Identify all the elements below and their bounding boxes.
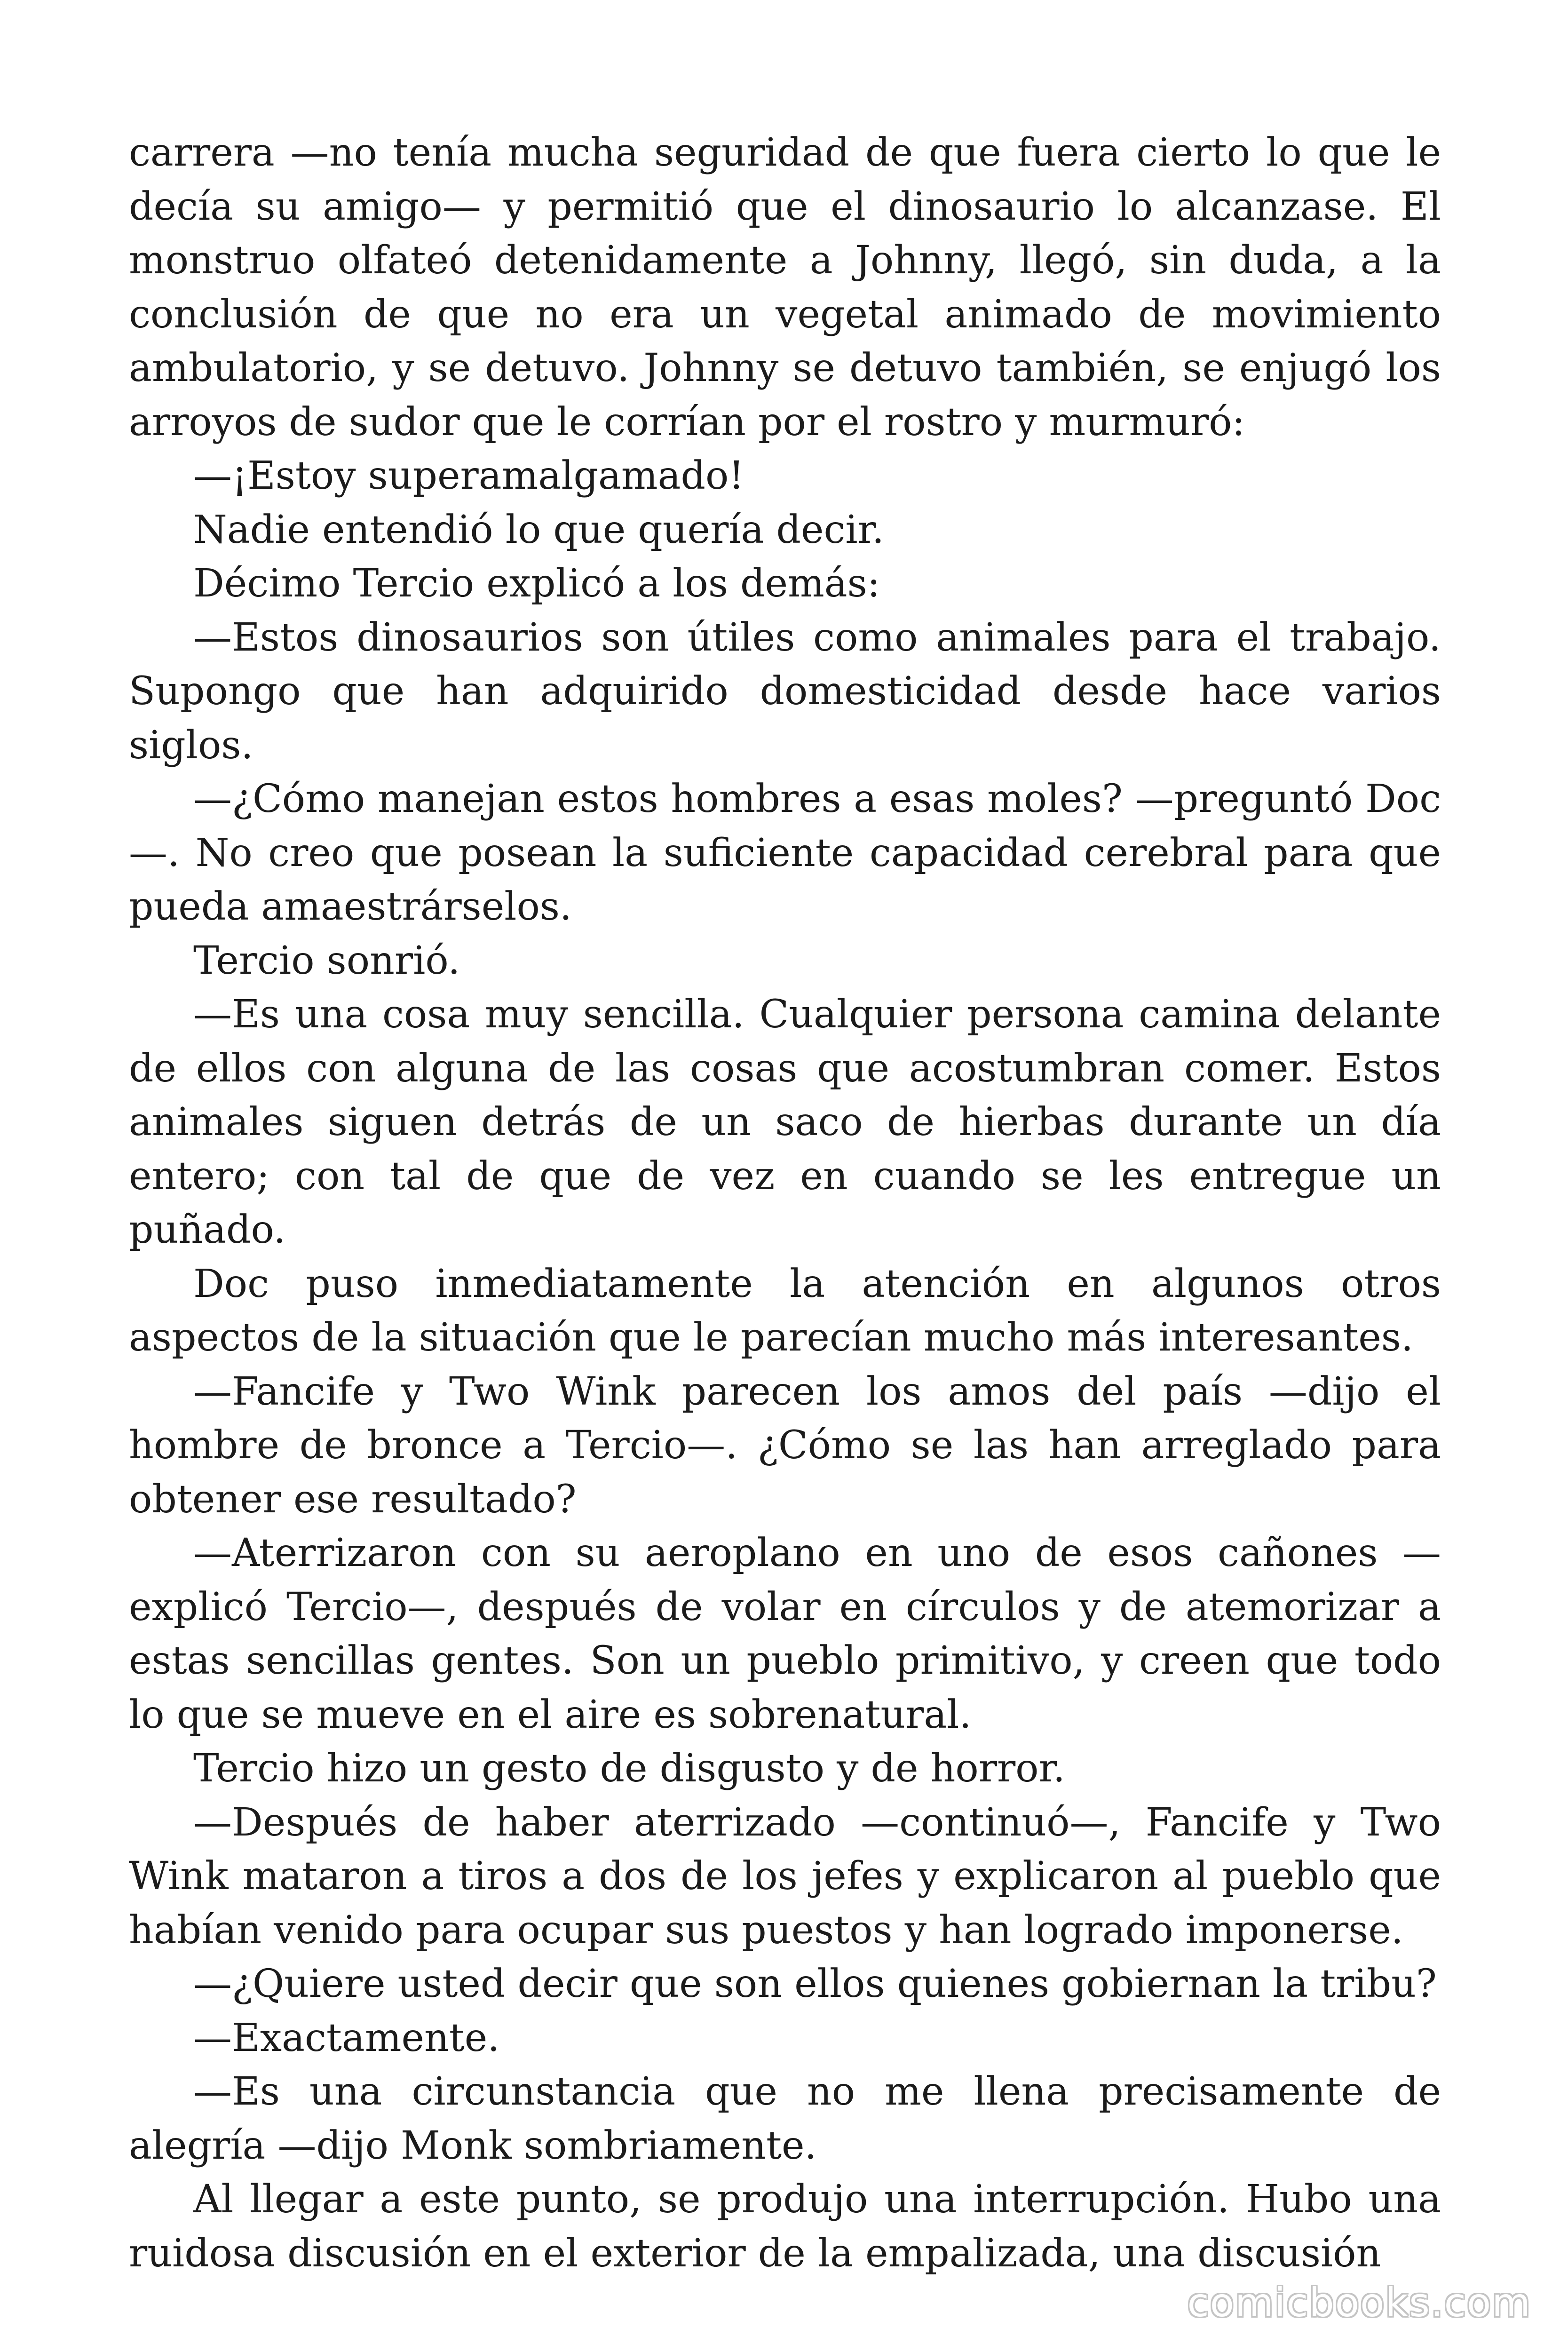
paragraph-2: —¡Estoy superamalgamado!: [193, 453, 744, 498]
book-page-text: [129, 126, 1441, 2280]
paragraph-6: —¿Cómo manejan estos hombres a esas moles? —preguntó Doc —. No creo que posean la suficiente capacidad cerebral para que pueda amaestrárselos.: [129, 777, 1441, 929]
paragraph-15: —Exactamente.: [193, 2015, 500, 2060]
paragraph-17: Al llegar a este punto, se produjo una interrupción. Hubo una ruidosa discusión en el exterior de la empalizada, una discusión: [129, 2177, 1441, 2276]
paragraph-11: —Aterrizaron con su aeroplano en uno de esos cañones — explicó Tercio—, después de volar en círculos y de atemorizar a estas sencillas gentes. Son un pueblo primitivo, y creen que todo lo que se mueve en el aire es sobrenatural.: [129, 1531, 1441, 1737]
paragraph-7: Tercio sonrió.: [193, 938, 460, 983]
paragraph-12: Tercio hizo un gesto de disgusto y de horror.: [193, 1746, 1065, 1791]
paragraph-1: carrera —no tenía mucha seguridad de que fuera cierto lo que le decía su amigo— y permitió que el dinosaurio lo alcanzase. El monstruo olfateó detenidamente a Johnny, llegó, sin duda, a la conclusión de que no era un vegetal animado de movimiento ambulatorio, y se detuvo. Johnny se detuvo también, se enjugó los arroyos de sudor que le corrían por el rostro y murmuró:: [129, 130, 1441, 445]
paragraph-5: —Estos dinosaurios son útiles como animales para el trabajo. Supongo que han adquirido domesticidad desde hace varios siglos.: [129, 615, 1441, 768]
paragraph-14: —¿Quiere usted decir que son ellos quienes gobiernan la tribu?: [193, 1962, 1437, 2006]
paragraph-8: —Es una cosa muy sencilla. Cualquier persona camina delante de ellos con alguna de las cosas que acostumbran comer. Estos animales siguen detrás de un saco de hierbas durante un día entero; con tal de que de vez en cuando se les entregue un puñado.: [129, 992, 1441, 1252]
paragraph-3: Nadie entendió lo que quería decir.: [193, 507, 884, 552]
paragraph-10: —Fancife y Two Wink parecen los amos del país —dijo el hombre de bronce a Tercio—. ¿Cómo se las han arreglado para obtener ese resultado?: [129, 1369, 1441, 1522]
watermark-logo: comicbooks.com: [1187, 2280, 1531, 2326]
paragraph-13: —Después de haber aterrizado —continuó—, Fancife y Two Wink mataron a tiros a dos de los jefes y explicaron al pueblo que habían venido para ocupar sus puestos y han logrado imponerse.: [129, 1800, 1441, 1953]
paragraph-4: Décimo Tercio explicó a los demás:: [193, 561, 880, 606]
paragraph-9: Doc puso inmediatamente la atención en algunos otros aspectos de la situación que le parecían mucho más interesantes.: [129, 1261, 1441, 1360]
paragraph-16: —Es una circunstancia que no me llena precisamente de alegría —dijo Monk sombriamente.: [129, 2069, 1441, 2168]
